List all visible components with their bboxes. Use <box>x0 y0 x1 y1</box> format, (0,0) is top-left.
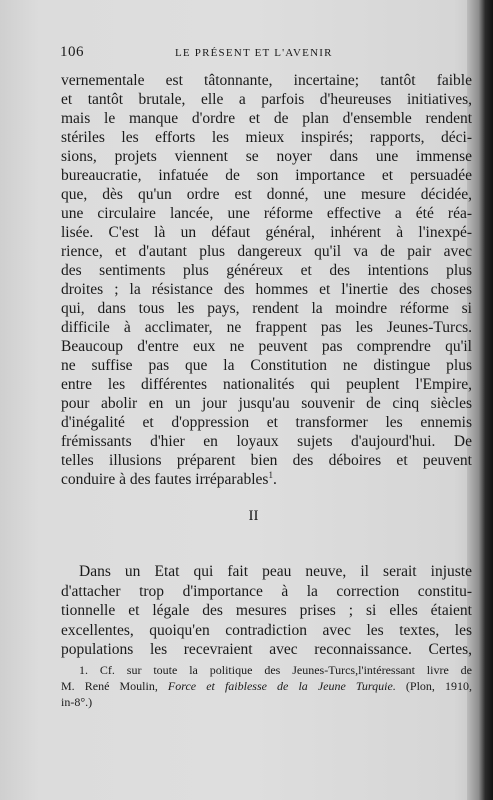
text-line: une circulaire lancée, une réforme effective a été réa- <box>61 205 472 222</box>
footnote-book-title: Force et faiblesse de la Jeune Turquie. <box>167 679 396 693</box>
text-line: lisée. C'est là un défaut général, inhérent à l'inexpé- <box>61 224 472 241</box>
text-line: Beaucoup d'entre eux ne peuvent pas comprendre qu'il <box>61 338 472 355</box>
text-line: pour abolir en un jour jusqu'au souvenir de cinq siècles <box>61 395 472 412</box>
running-head: LE PRÉSENT ET L'AVENIR <box>175 47 333 59</box>
text-line: d'inégalité et d'oppression et transformer les ennemis <box>61 414 472 431</box>
text-line: qui, dans tous les pays, rendent la moindre réforme si <box>61 300 472 317</box>
text-line <box>61 470 472 489</box>
page-number: 106 <box>60 44 84 60</box>
text-line: que, dès qu'un ordre est donné, une mesure décidée, <box>61 186 472 203</box>
text-line: excellentes, quoiqu'en contradiction avec les textes, les <box>61 621 472 639</box>
page-header <box>60 44 470 64</box>
footnote-line: 1. Cf. sur toute la politique des Jeunes-Turcs,l'intéressant livre de <box>79 663 472 677</box>
footnote-line <box>61 678 472 694</box>
footnote-reference[interactable]: 1 <box>268 470 273 480</box>
footnote-author: M. René Moulin, <box>61 679 168 693</box>
text-line: droites ; la résistance des hommes et l'inertie des choses <box>61 281 472 298</box>
paragraph-2 <box>61 562 472 660</box>
text-line: entre les différentes nationalités qui peuplent l'Empire, <box>61 376 472 393</box>
text-line: populations les recevraient avec reconnaissance. Certes, <box>61 641 472 658</box>
text-line: d'attacher trop d'importance à la correction constitu- <box>61 582 472 600</box>
text-line: des sentiments plus généreux et des intentions plus <box>61 262 472 279</box>
text-line: Dans un Etat qui fait peau neuve, il serait injuste <box>79 563 472 580</box>
text-line: difficile à acclimater, ne frappent pas les Jeunes-Turcs. <box>61 319 472 336</box>
text-line: rience, et d'autant plus dangereux qu'il va de pair avec <box>61 243 472 260</box>
footnote <box>61 662 472 710</box>
text-line: vernementale est tâtonnante, incertaine; tantôt faible <box>61 72 472 89</box>
text-line: frémissants d'hier en loyaux sujets d'aujourd'hui. De <box>61 433 472 450</box>
text-line: stériles les efforts les mieux inspirés; rapports, déci- <box>61 129 472 146</box>
paragraph-1 <box>61 71 472 489</box>
footnote-publisher: (Plon, 1910, <box>395 679 472 693</box>
text-line: sions, projets viennent se noyer dans une immense <box>61 148 472 165</box>
text-line: et tantôt brutale, elle a parfois d'heureuses initiatives, <box>61 91 472 108</box>
footnote-line: in-8°.) <box>61 695 93 709</box>
text-line: tionnelle et légale des mesures prises ; si elles étaient <box>61 602 472 619</box>
text-line: bureaucratie, infatuée de son importance et persuadée <box>61 167 472 184</box>
text-line: mais le manque d'ordre et de plan d'ensemble rendent <box>61 110 472 127</box>
sentence-end: . <box>272 471 277 488</box>
text-line: telles illusions préparent bien des déboires et peuvent <box>61 452 472 469</box>
text-line-content: conduire à des fautes irréparables <box>61 471 269 488</box>
section-heading: II <box>248 508 259 524</box>
text-line: ne suffise pas que la Constitution ne distingue plus <box>61 357 472 374</box>
